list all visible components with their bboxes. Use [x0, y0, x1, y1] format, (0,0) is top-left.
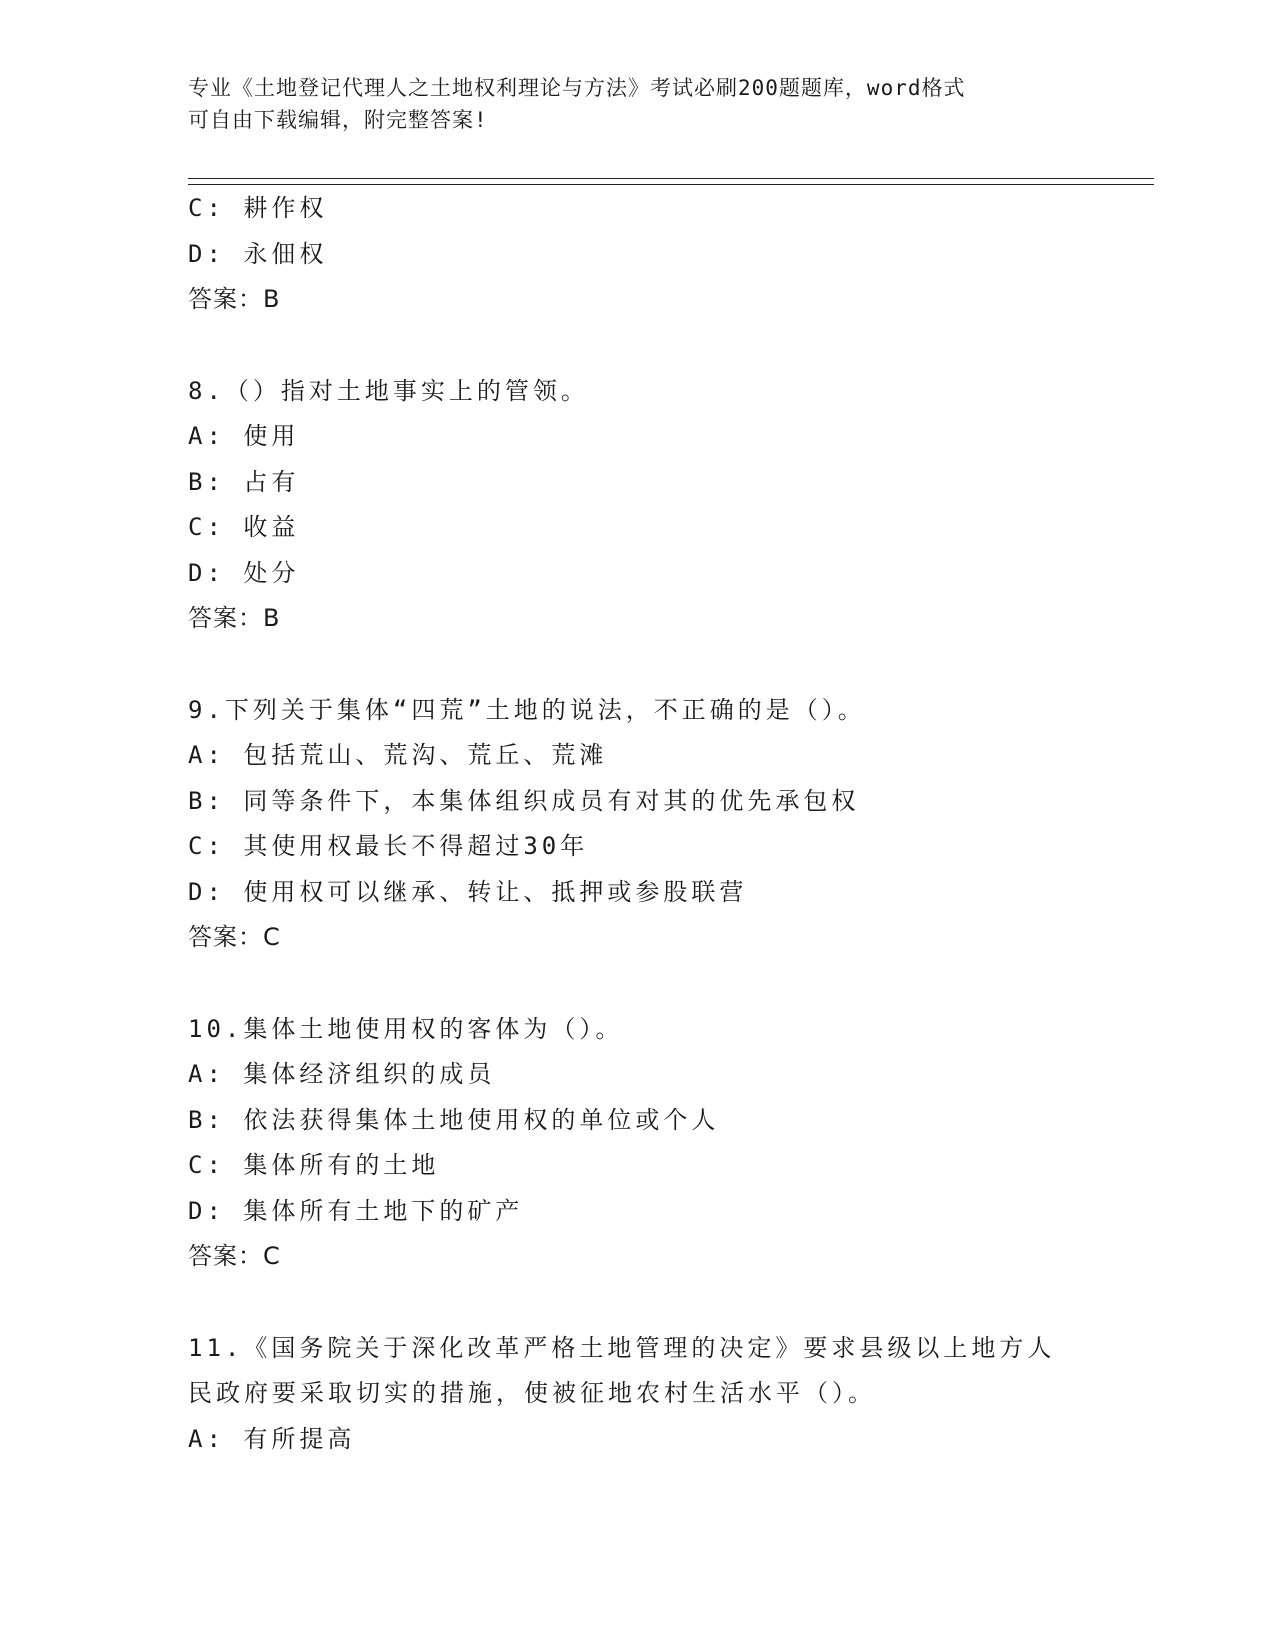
q8-option-b: B: 占有	[188, 467, 300, 496]
q10-option-a: A: 集体经济组织的成员	[188, 1060, 496, 1088]
q9-option-a: A: 包括荒山、荒沟、荒丘、荒滩	[188, 741, 608, 769]
q10-stem: 10.集体土地使用权的客体为（）。	[188, 1014, 624, 1043]
q7-option-d: D: 永佃权	[188, 239, 328, 268]
spacer	[188, 1287, 1148, 1333]
q7-option-c: C: 耕作权	[188, 194, 328, 222]
q10-option-b: B: 依法获得集体土地使用权的单位或个人	[188, 1105, 720, 1134]
document-header	[188, 72, 1088, 136]
q8-option-a: A: 使用	[188, 422, 300, 450]
q11-stem-line-2: 民政府要采取切实的措施，使被征地农村生活水平（）。	[188, 1379, 876, 1407]
q9-option-d: D: 使用权可以继承、转让、抵押或参股联营	[188, 877, 748, 906]
spacer	[188, 649, 1148, 695]
q8-option-c: C: 收益	[188, 513, 300, 541]
q10-answer: 答案：C	[188, 1242, 281, 1270]
q9-stem: 9.下列关于集体“四荒”土地的说法，不正确的是（）。	[188, 695, 866, 724]
spacer	[188, 330, 1148, 376]
q11-stem-line-1: 11.《国务院关于深化改革严格土地管理的决定》要求县级以上地方人	[188, 1333, 1056, 1362]
header-double-rule	[188, 178, 1154, 185]
q10-option-c: C: 集体所有的土地	[188, 1151, 440, 1179]
spacer	[188, 968, 1148, 1014]
q9-option-b: B: 同等条件下，本集体组织成员有对其的优先承包权	[188, 786, 860, 815]
header-title-line-1: 专业《土地登记代理人之土地权利理论与方法》考试必刷200题题库，word格式	[188, 76, 966, 100]
q11-option-a: A: 有所提高	[188, 1424, 356, 1453]
q9-answer: 答案：C	[188, 923, 281, 951]
header-title-line-2: 可自由下载编辑，附完整答案!	[188, 108, 488, 132]
q8-option-d: D: 处分	[188, 558, 300, 587]
question-list	[188, 193, 1148, 1469]
q8-stem: 8.（）指对土地事实上的管领。	[188, 376, 589, 405]
q8-answer: 答案：B	[188, 604, 281, 632]
q9-option-c: C: 其使用权最长不得超过30年	[188, 832, 589, 860]
q7-answer: 答案：B	[188, 285, 281, 313]
q10-option-d: D: 集体所有土地下的矿产	[188, 1196, 524, 1225]
